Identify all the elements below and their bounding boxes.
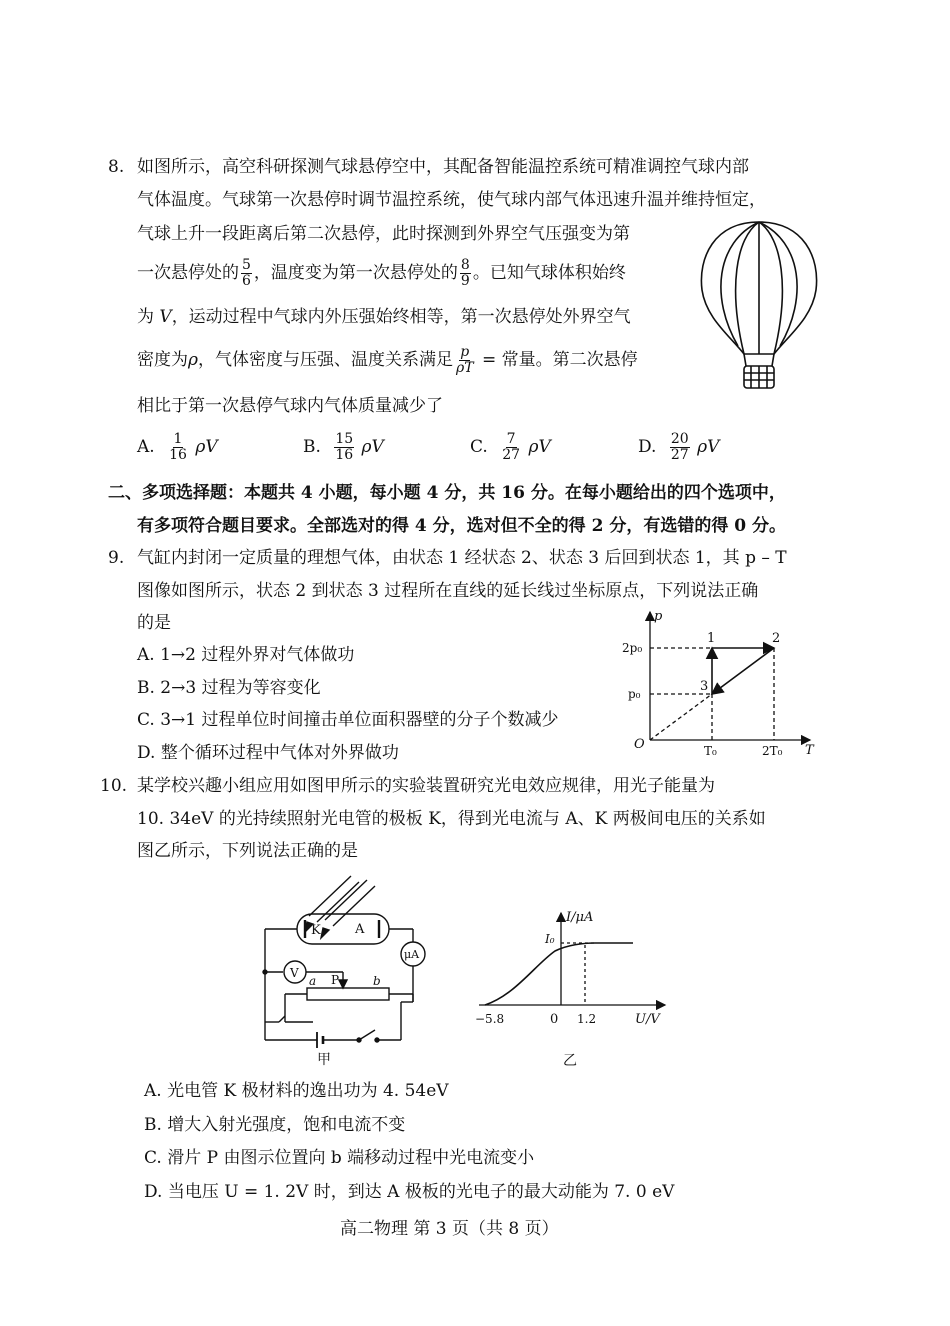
p-axis-label: p <box>654 609 663 624</box>
u-axis-label: U/V <box>635 1012 660 1027</box>
origin-label: O <box>634 737 645 752</box>
q8-line-4-a: 一次悬停处的 <box>137 263 239 283</box>
rheostat <box>307 988 389 1000</box>
q8-line-5: 为 V，运动过程中气球内外压强始终相等，第一次悬停处外界空气 <box>137 307 631 327</box>
q10-number: 10. <box>100 776 128 796</box>
q10-circuit-diagram <box>255 872 440 1072</box>
q8-line-3: 气球上升一段距离后第二次悬停，此时探测到外界空气压强变为第 <box>137 224 630 244</box>
section2-heading-line-1: 二、多项选择题：本题共 4 小题，每小题 4 分，共 16 分。在每小题给出的四个选项中， <box>108 483 786 503</box>
q9-option-a[interactable]: A. 1→2 过程外界对气体做功 <box>137 645 355 665</box>
tick-i0: I₀ <box>545 932 555 946</box>
slider-p-label: P <box>331 973 340 987</box>
state-3-label: 3 <box>700 679 709 694</box>
q8-fraction-5-6: $\frac{5}{6}$ <box>242 257 251 289</box>
anode-a-label: A <box>355 922 365 937</box>
q10-line-1: 某学校兴趣小组应用如图甲所示的实验装置研究光电效应规律，用光子能量为 <box>137 776 715 796</box>
end-b-label: b <box>373 974 381 988</box>
switch <box>359 1030 375 1040</box>
page-footer: 高二物理 第 3 页（共 8 页） <box>340 1219 559 1239</box>
q10-option-d[interactable]: D. 当电压 U = 1. 2V 时，到达 A 极板的光电子的最大动能为 7. 0 eV <box>144 1182 675 1202</box>
i-axis-label: I/μA <box>566 910 594 925</box>
state-2-label: 2 <box>772 631 781 646</box>
q9-line-3: 的是 <box>137 613 171 633</box>
microammeter-label: μA <box>404 948 420 961</box>
origin-label: 0 <box>550 1012 559 1027</box>
section2-heading-line-2: 有多项符合题目要求。全部选对的得 4 分，选对但不全的得 2 分，有选错的得 0 分。 <box>137 516 786 536</box>
hot-air-balloon-illustration <box>694 218 824 398</box>
voltmeter-label: V <box>290 966 299 980</box>
q8-line-7: 相比于第一次悬停气球内气体质量减少了 <box>137 396 443 416</box>
figure-yi-caption: 乙 <box>563 1053 577 1069</box>
q9-number: 9. <box>108 548 125 568</box>
q9-option-b[interactable]: B. 2→3 过程为等容变化 <box>137 678 321 698</box>
process-2-to-3 <box>712 648 774 694</box>
q8-line-1: 如图所示，高空科研探测气球悬停空中，其配备智能温控系统可精准调控气球内部 <box>137 157 749 177</box>
q10-option-c[interactable]: C. 滑片 P 由图示位置向 b 端移动过程中光电流变小 <box>144 1148 535 1168</box>
figure-jia-caption: 甲 <box>317 1052 331 1068</box>
dashed-origin-extension <box>650 694 712 740</box>
cathode-k-label: K <box>311 923 321 938</box>
tick-p0: p₀ <box>628 687 641 701</box>
q10-line-2: 10. 34eV 的光持续照射光电管的极板 K，得到光电流与 A、K 两极间电压的关系如 <box>137 809 766 829</box>
q8-line-4-c: 。已知气球体积始终 <box>472 263 626 283</box>
tick-2p0: 2p₀ <box>622 641 643 655</box>
tick-neg-5-8: −5.8 <box>475 1012 505 1026</box>
q8-option-a[interactable]: A. $\frac{1}{16}$ ρV <box>137 431 218 463</box>
q8-line-6: 密度为ρ，气体密度与压强、温度关系满足 $\frac{p}{\rho T}$ = 常量。第二次悬停 <box>137 344 638 376</box>
q8-fraction-p-rhoT: $\frac{p}{\rho T}$ <box>456 344 474 376</box>
q9-pt-graph <box>620 608 820 758</box>
q9-option-c[interactable]: C. 3→1 过程单位时间撞击单位面积器壁的分子个数减少 <box>137 710 559 730</box>
q10-line-3: 图乙所示，下列说法正确的是 <box>137 841 358 861</box>
photocurrent-curve <box>485 943 633 1005</box>
q9-option-d[interactable]: D. 整个循环过程中气体对外界做功 <box>137 743 399 763</box>
q8-option-c[interactable]: C. $\frac{7}{27}$ ρV <box>470 431 551 463</box>
t-axis-label: T <box>805 743 814 758</box>
q8-option-b[interactable]: B. $\frac{15}{16}$ ρV <box>303 431 384 463</box>
end-a-label: a <box>309 974 317 988</box>
q9-line-2: 图像如图所示，状态 2 到状态 3 过程所在直线的延长线过坐标原点，下列说法正确 <box>137 581 759 601</box>
q10-option-b[interactable]: B. 增大入射光强度，饱和电流不变 <box>144 1115 406 1135</box>
q8-number: 8. <box>108 157 125 177</box>
q10-option-a[interactable]: A. 光电管 K 极材料的逸出功为 4. 54eV <box>144 1081 449 1101</box>
q8-fraction-8-9: $\frac{8}{9}$ <box>460 257 470 289</box>
tick-2t0: 2T₀ <box>762 744 783 758</box>
q8-line-2: 气体温度。气球第一次悬停时调节温控系统，使气球内部气体迅速升温并维持恒定， <box>137 190 766 210</box>
tick-1-2: 1.2 <box>577 1012 597 1026</box>
q10-iu-graph <box>475 905 675 1070</box>
q8-line-4 <box>137 258 626 289</box>
state-1-label: 1 <box>707 631 716 646</box>
tick-t0: T₀ <box>704 744 717 758</box>
q8-option-d[interactable]: D. $\frac{20}{27}$ ρV <box>638 431 720 463</box>
q9-line-1: 气缸内封闭一定质量的理想气体，由状态 1 经状态 2、状态 3 后回到状态 1，其 p – T <box>137 548 787 568</box>
q8-line-4-b: ，温度变为第一次悬停处的 <box>253 263 458 283</box>
